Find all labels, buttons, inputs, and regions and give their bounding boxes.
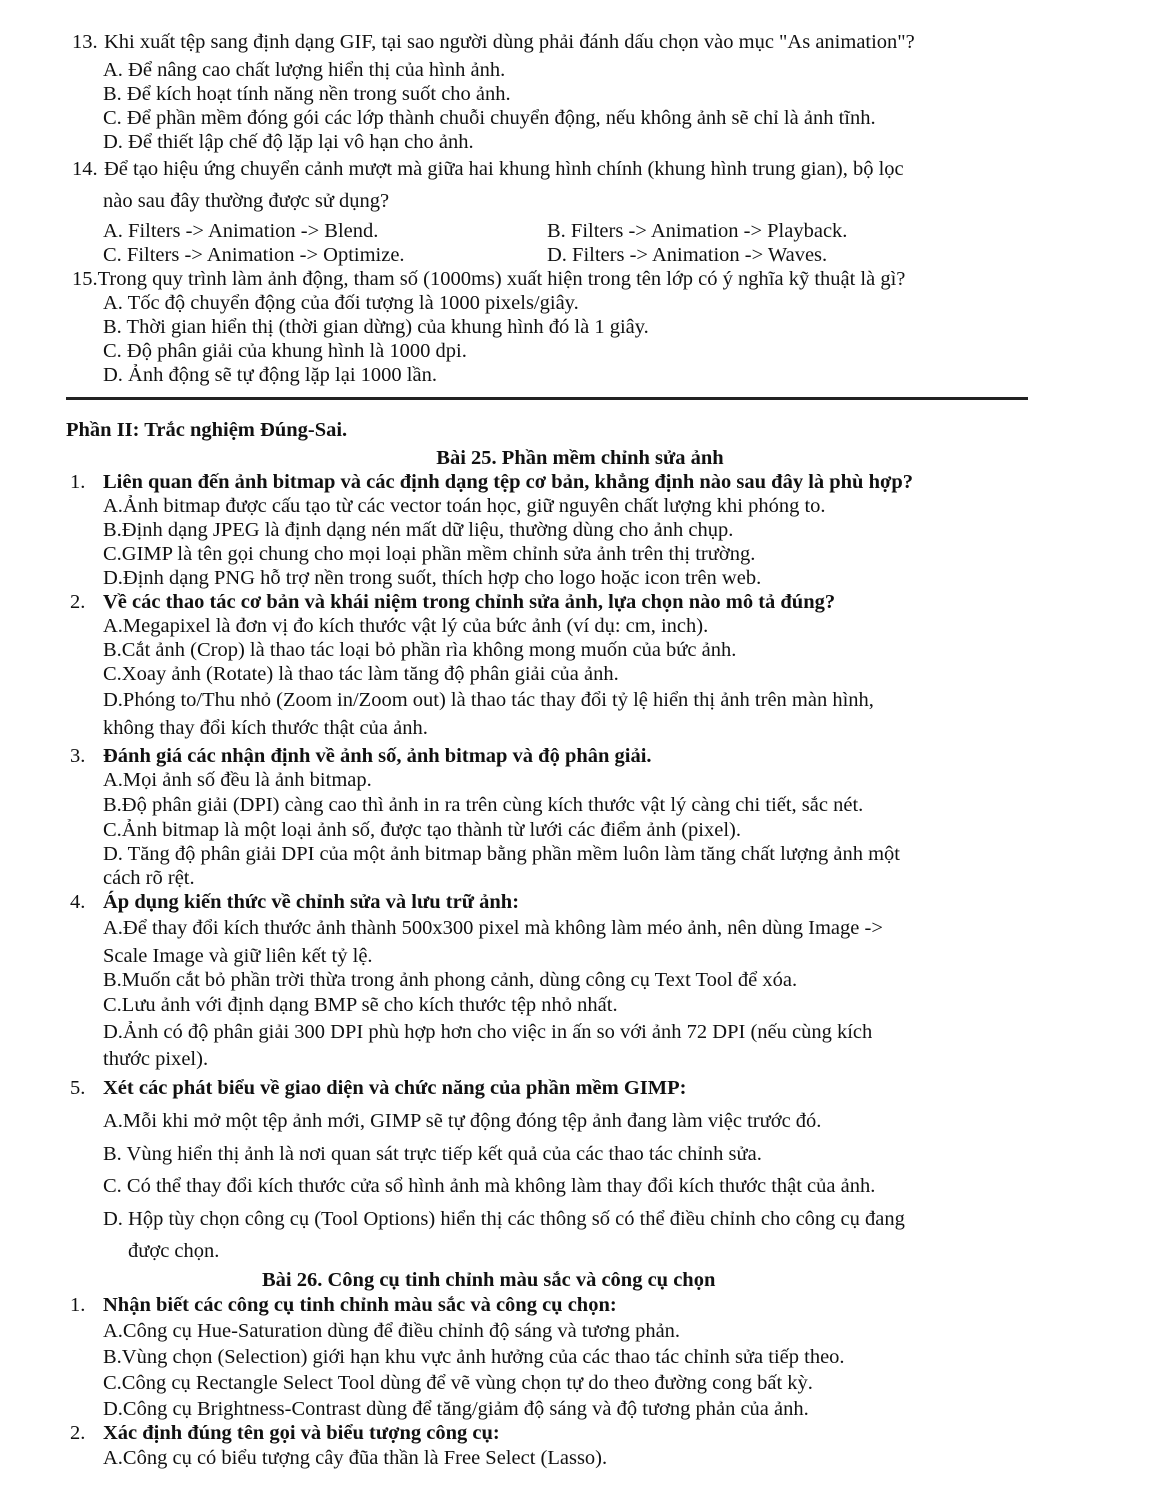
option-a: A. Để nâng cao chất lượng hiển thị của hình ảnh. — [103, 59, 506, 81]
question-number: 2. — [70, 1422, 86, 1444]
question-15 — [72, 267, 905, 291]
question-text: Khi xuất tệp sang định dạng GIF, tại sao người dùng phải đánh dấu chọn vào mục "As animation"? — [104, 31, 915, 53]
option-b: B. Để kích hoạt tính năng nền trong suốt cho ảnh. — [103, 83, 511, 105]
tf-question-2 — [70, 1421, 500, 1445]
question-14 — [72, 157, 904, 181]
option-c: C. Có thể thay đổi kích thước cửa sổ hình ảnh mà không làm thay đổi kích thước thật của ảnh. — [103, 1175, 876, 1197]
part-2-title: Phần II: Trắc nghiệm Đúng-Sai. — [66, 419, 348, 441]
option-b: B.Vùng chọn (Selection) giới hạn khu vực ảnh hưởng của các thao tác chỉnh sửa tiếp theo. — [103, 1346, 845, 1368]
question-text: Để tạo hiệu ứng chuyển cảnh mượt mà giữa hai khung hình chính (khung hình trung gian), bộ lọc — [104, 158, 904, 180]
question-number: 14. — [72, 158, 98, 180]
lesson-26-title: Bài 26. Công cụ tinh chỉnh màu sắc và công cụ chọn — [262, 1269, 716, 1291]
tf-question-1 — [70, 1293, 617, 1317]
option-b: B.Muốn cắt bỏ phần trời thừa trong ảnh phong cảnh, dùng công cụ Text Tool để xóa. — [103, 969, 798, 991]
question-13 — [72, 30, 915, 54]
option-d: D. Để thiết lập chế độ lặp lại vô hạn cho ảnh. — [103, 131, 474, 153]
option-b: B.Cắt ảnh (Crop) là thao tác loại bỏ phần rìa không mong muốn của bức ảnh. — [103, 639, 737, 661]
question-number: 1. — [70, 1294, 86, 1316]
option-c: C. Để phần mềm đóng gói các lớp thành chuỗi chuyển động, nếu không ảnh sẽ chỉ là ảnh tĩnh. — [103, 107, 876, 129]
option-c: C.Lưu ảnh với định dạng BMP sẽ cho kích thước tệp nhỏ nhất. — [103, 994, 618, 1016]
question-text-continued: nào sau đây thường được sử dụng? — [103, 190, 390, 212]
option-a: A.Để thay đổi kích thước ảnh thành 500x300 pixel mà không làm méo ảnh, nên dùng Image -> — [103, 917, 883, 939]
question-text: Đánh giá các nhận định về ảnh số, ảnh bitmap và độ phân giải. — [103, 745, 652, 767]
option-b: B.Độ phân giải (DPI) càng cao thì ảnh in ra trên cùng kích thước vật lý càng chi tiết, sắc nét. — [103, 794, 864, 816]
option-c: C.GIMP là tên gọi chung cho mọi loại phần mềm chỉnh sửa ảnh trên thị trường. — [103, 543, 756, 565]
option-d: D. Tăng độ phân giải DPI của một ảnh bitmap bằng phần mềm luôn làm tăng chất lượng ảnh một — [103, 843, 900, 865]
question-number: 3. — [70, 745, 86, 767]
option-d-continued: không thay đổi kích thước thật của ảnh. — [103, 717, 428, 739]
question-text: Trong quy trình làm ảnh động, tham số (1000ms) xuất hiện trong tên lớp có ý nghĩa kỹ thuật là gì? — [97, 268, 906, 290]
tf-question-1 — [70, 470, 913, 494]
question-text: Xét các phát biểu về giao diện và chức năng của phần mềm GIMP: — [103, 1077, 687, 1099]
question-text: Về các thao tác cơ bản và khái niệm trong chỉnh sửa ảnh, lựa chọn nào mô tả đúng? — [103, 591, 836, 613]
option-a: A.Megapixel là đơn vị đo kích thước vật lý của bức ảnh (ví dụ: cm, inch). — [103, 615, 709, 637]
option-c: C.Ảnh bitmap là một loại ảnh số, được tạo thành từ lưới các điểm ảnh (pixel). — [103, 819, 741, 841]
option-d: D. Ảnh động sẽ tự động lặp lại 1000 lần. — [103, 364, 437, 386]
option-b: B.Định dạng JPEG là định dạng nén mất dữ liệu, thường dùng cho ảnh chụp. — [103, 519, 734, 541]
question-text: Áp dụng kiến thức về chỉnh sửa và lưu trữ ảnh: — [103, 891, 520, 913]
question-number: 13. — [72, 31, 98, 53]
option-d: D. Hộp tùy chọn công cụ (Tool Options) hiển thị các thông số có thể điều chỉnh cho công cụ đang — [103, 1208, 905, 1230]
lesson-25-title: Bài 25. Phần mềm chỉnh sửa ảnh — [436, 447, 724, 469]
question-number: 5. — [70, 1077, 86, 1099]
option-a: A. Filters -> Animation -> Blend. — [103, 220, 379, 242]
option-b: B. Filters -> Animation -> Playback. — [547, 220, 848, 242]
tf-question-2 — [70, 590, 835, 614]
option-d-continued: thước pixel). — [103, 1048, 209, 1070]
option-a-continued: Scale Image và giữ liên kết tỷ lệ. — [103, 945, 373, 967]
option-d: D. Filters -> Animation -> Waves. — [547, 244, 828, 266]
option-c: C. Độ phân giải của khung hình là 1000 dpi. — [103, 340, 467, 362]
tf-question-3 — [70, 744, 652, 768]
option-c: C.Xoay ảnh (Rotate) là thao tác làm tăng độ phân giải của ảnh. — [103, 663, 619, 685]
option-d-continued: được chọn. — [128, 1240, 220, 1262]
tf-question-4 — [70, 890, 519, 914]
option-d-continued: cách rõ rệt. — [103, 867, 195, 889]
question-text: Xác định đúng tên gọi và biểu tượng công cụ: — [103, 1422, 500, 1444]
option-c: C.Công cụ Rectangle Select Tool dùng để vẽ vùng chọn tự do theo đường cong bất kỳ. — [103, 1372, 813, 1394]
question-text: Nhận biết các công cụ tinh chỉnh màu sắc và công cụ chọn: — [103, 1294, 617, 1316]
option-a: A.Ảnh bitmap được cấu tạo từ các vector toán học, giữ nguyên chất lượng khi phóng to. — [103, 495, 826, 517]
question-number: 15. — [72, 268, 98, 290]
option-b: B. Thời gian hiển thị (thời gian dừng) của khung hình đó là 1 giây. — [103, 316, 649, 338]
option-a: A.Công cụ Hue-Saturation dùng để điều chỉnh độ sáng và tương phản. — [103, 1320, 681, 1342]
option-c: C. Filters -> Animation -> Optimize. — [103, 244, 405, 266]
section-divider — [66, 397, 1028, 400]
option-a: A. Tốc độ chuyển động của đối tượng là 1000 pixels/giây. — [103, 292, 579, 314]
option-a: A.Mọi ảnh số đều là ảnh bitmap. — [103, 769, 372, 791]
question-number: 2. — [70, 591, 86, 613]
question-text: Liên quan đến ảnh bitmap và các định dạng tệp cơ bản, khẳng định nào sau đây là phù hợp? — [103, 471, 913, 493]
option-a: A.Công cụ có biểu tượng cây đũa thần là Free Select (Lasso). — [103, 1447, 608, 1469]
option-a: A.Mỗi khi mở một tệp ảnh mới, GIMP sẽ tự động đóng tệp ảnh đang làm việc trước đó. — [103, 1110, 822, 1132]
option-d: D.Ảnh có độ phân giải 300 DPI phù hợp hơn cho việc in ấn so với ảnh 72 DPI (nếu cùng kích — [103, 1021, 873, 1043]
question-number: 4. — [70, 891, 86, 913]
question-number: 1. — [70, 471, 86, 493]
tf-question-5 — [70, 1076, 686, 1100]
option-b: B. Vùng hiển thị ảnh là nơi quan sát trực tiếp kết quả của các thao tác chỉnh sửa. — [103, 1143, 762, 1165]
option-d: D.Công cụ Brightness-Contrast dùng để tăng/giảm độ sáng và độ tương phản của ảnh. — [103, 1398, 809, 1420]
option-d: D.Phóng to/Thu nhỏ (Zoom in/Zoom out) là thao tác thay đổi tỷ lệ hiển thị ảnh trên màn hình, — [103, 689, 874, 711]
option-d: D.Định dạng PNG hỗ trợ nền trong suốt, thích hợp cho logo hoặc icon trên web. — [103, 567, 762, 589]
